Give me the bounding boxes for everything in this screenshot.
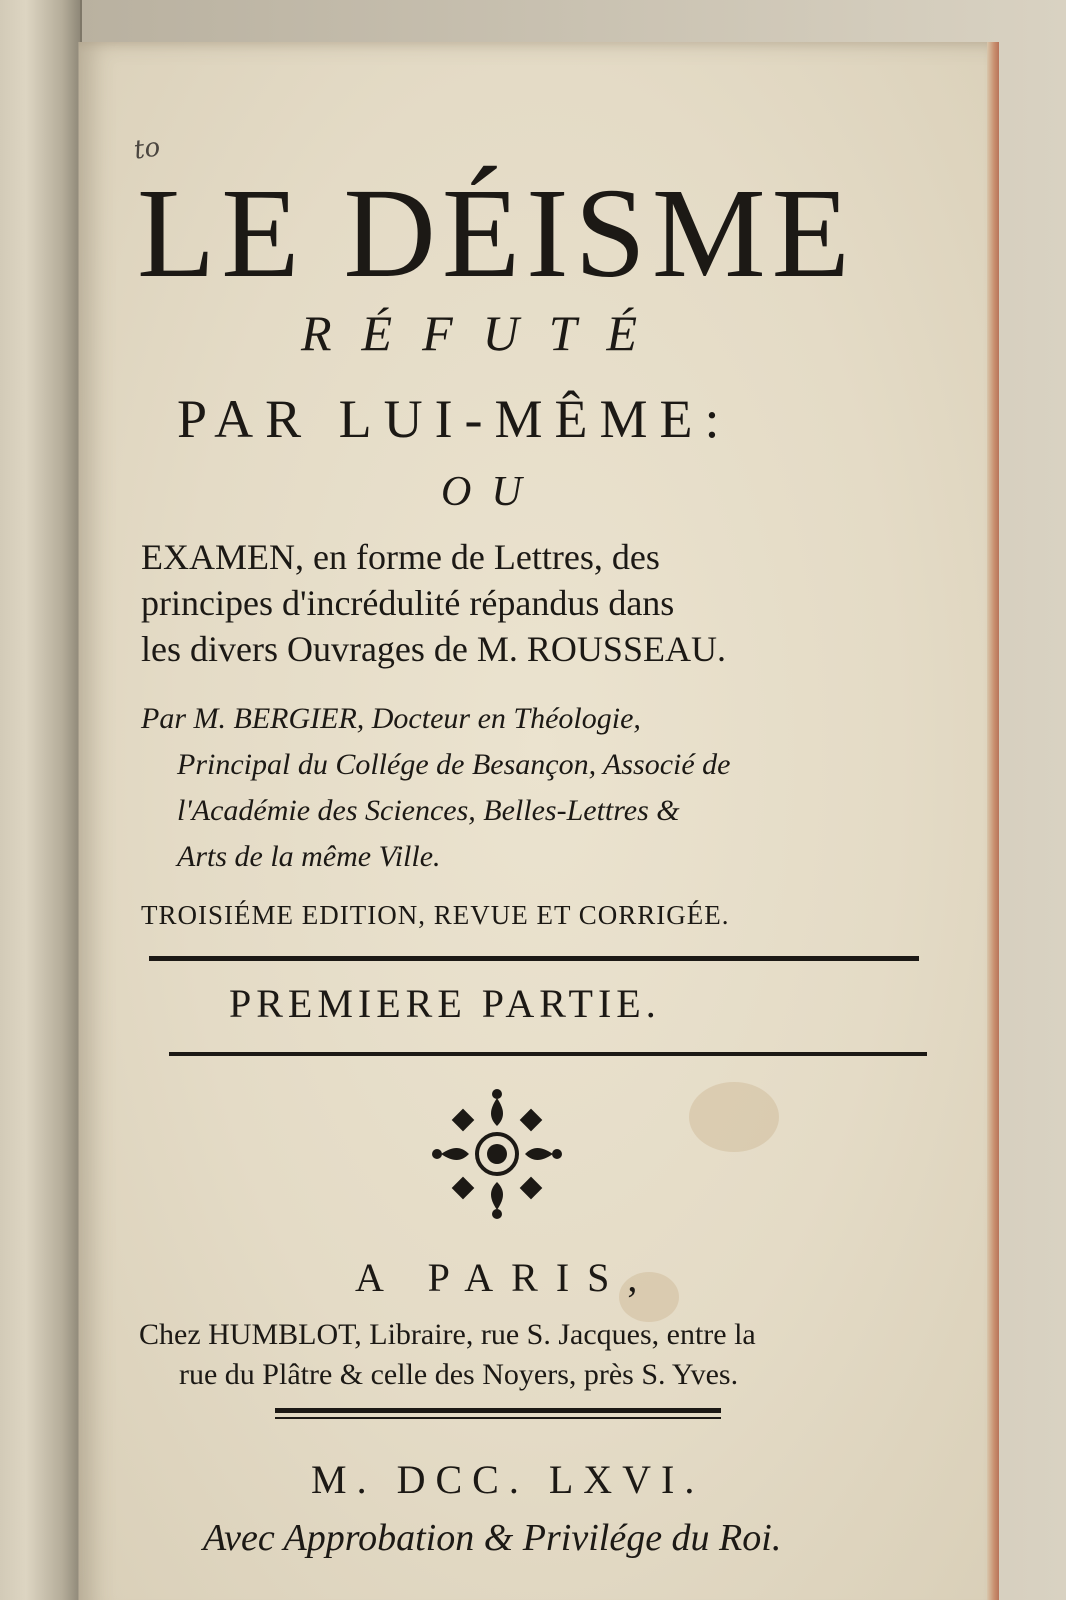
- edition-statement: TROISIÉME EDITION, REVUE ET CORRIGÉE.: [141, 900, 730, 930]
- handwritten-note: to: [132, 132, 163, 166]
- examen-line: principes d'incrédulité répandus dans: [141, 583, 675, 623]
- book-title: LE DÉISME: [137, 162, 856, 304]
- title-page: [78, 42, 999, 1600]
- facing-page: [0, 0, 82, 1600]
- author-line: Principal du Collége de Besançon, Associé de: [177, 748, 731, 781]
- imprint-line: Chez HUMBLOT, Libraire, rue S. Jacques, entre la: [139, 1318, 756, 1351]
- author-line: Par M. BERGIER, Docteur en Théologie,: [141, 702, 641, 735]
- fleuron-ornament-icon: [431, 1088, 563, 1220]
- rule-divider: [275, 1408, 721, 1413]
- imprint-year: M. DCC. LXVI.: [311, 1457, 705, 1502]
- subtitle-refute: RÉFUTÉ: [301, 305, 668, 361]
- imprint-line: rue du Plâtre & celle des Noyers, près S. Yves.: [179, 1358, 739, 1391]
- part-heading: PREMIERE PARTIE.: [229, 981, 661, 1026]
- page-edge: [987, 42, 999, 1600]
- subtitle-lui-meme: PAR LUI-MÊME:: [177, 389, 732, 449]
- rule-divider: [275, 1417, 721, 1419]
- privilege-statement: Avec Approbation & Privilége du Roi.: [203, 1517, 782, 1559]
- foxing-stain: [689, 1082, 779, 1152]
- subtitle-ou: OU: [441, 469, 542, 515]
- examen-line: les divers Ouvrages de M. ROUSSEAU.: [141, 629, 726, 669]
- author-line: l'Académie des Sciences, Belles-Lettres &: [177, 794, 680, 827]
- imprint-place: A PARIS,: [355, 1255, 656, 1300]
- rule-divider: [149, 956, 919, 961]
- examen-line: EXAMEN, en forme de Lettres, des: [141, 537, 660, 577]
- rule-divider: [169, 1052, 927, 1056]
- author-line: Arts de la même Ville.: [177, 840, 441, 873]
